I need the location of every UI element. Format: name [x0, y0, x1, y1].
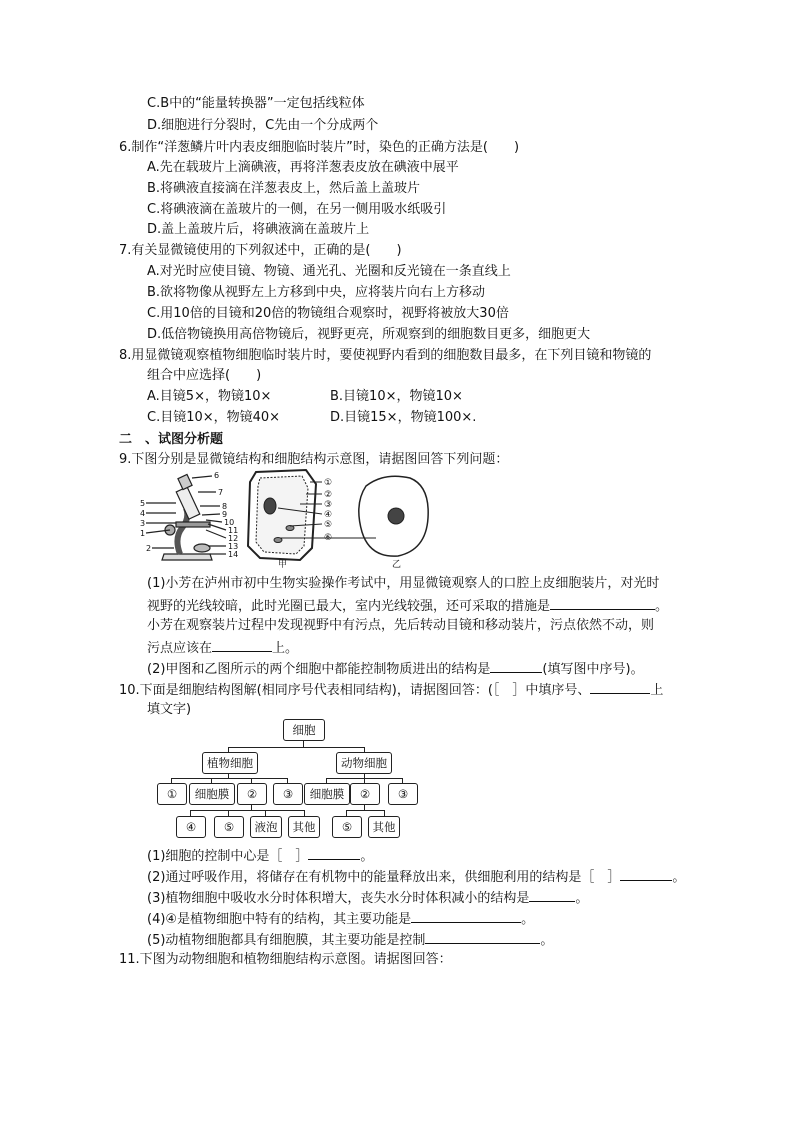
q10-part2-text: (2)通过呼吸作用，将储存在有机物中的能量释放出来，供细胞利用的结构是［ ］	[147, 870, 621, 885]
q10-header-blank	[590, 681, 650, 694]
cell-label-1: ①	[324, 478, 333, 488]
tree-plant-1: ①	[157, 783, 187, 805]
scope-label-10: 10	[224, 518, 235, 527]
option-b-q8: B.目镜10×，物镜10×	[330, 389, 463, 404]
option-c-q5: C.B中的“能量转换器”一定包括线粒体	[147, 96, 365, 111]
q10-part4-text: (4)④是植物细胞中特有的结构，其主要功能是	[147, 912, 412, 927]
q10-part2	[147, 868, 685, 886]
tree-animal-membrane: 细胞膜	[304, 783, 350, 805]
question-6: 6.制作“洋葱鳞片叶内表皮细胞临时装片”时，染色的正确方法是( )	[119, 140, 520, 155]
q10-part1-end: 。	[360, 849, 374, 864]
q10-blank-4[interactable]	[411, 910, 521, 923]
option-b-q7: B.欲将物像从视野左上方移到中央，应将装片向右上方移动	[147, 285, 486, 300]
q9-part2	[147, 660, 644, 678]
q10-part4	[147, 910, 534, 928]
question-11: 11.下图为动物细胞和植物细胞结构示意图。请据图回答：	[119, 952, 452, 967]
cell-label-2: ②	[324, 490, 333, 500]
figure-9	[140, 468, 470, 568]
plant-cell-diagram	[248, 470, 376, 560]
scope-label-1a: 1	[140, 529, 146, 538]
option-a-q8: A.目镜5×，物镜10×	[147, 389, 272, 404]
q10-part5	[147, 931, 553, 949]
tree-animal-other: 其他	[368, 816, 400, 838]
option-d-q6: D.盖上盖玻片后，将碘液滴在盖玻片上	[147, 222, 370, 237]
q10-part2-end: 。	[672, 870, 686, 885]
q9-part1-d-end: 上。	[272, 641, 299, 656]
scope-label-7: 7	[218, 488, 224, 497]
scope-label-3: 3	[140, 519, 146, 528]
scope-label-12: 12	[228, 534, 239, 543]
option-b-q6: B.将碘液直接滴在洋葱表皮上，然后盖上盖玻片	[147, 181, 421, 196]
q10-part3-text: (3)植物细胞中吸收水分时体积增大，丧失水分时体积减小的结构是	[147, 891, 530, 906]
section-heading: 二 、试图分析题	[119, 432, 224, 447]
question-9: 9.下图分别是显微镜结构和细胞结构示意图，请据图回答下列问题：	[119, 452, 509, 467]
option-d-q8: D.目镜15×，物镜100×.	[330, 410, 477, 425]
cell-label-4: ④	[324, 510, 333, 520]
option-c-q8: C.目镜10×，物镜40×	[147, 410, 281, 425]
question-8-cont: 组合中应选择( )	[147, 368, 262, 383]
q10-part3-end: 。	[575, 891, 589, 906]
option-a-q6: A.先在载玻片上滴碘液，再将洋葱表皮放在碘液中展平	[147, 160, 459, 175]
q10-part3	[147, 889, 588, 907]
question-10-text: 10.下面是细胞结构图解(相同序号代表相同结构)，请据图回答：(［ ］中填序号、	[119, 683, 591, 698]
tree-animal-3: ③	[388, 783, 418, 805]
scope-label-6: 6	[214, 471, 220, 480]
option-c-q6: C.将碘液滴在盖玻片的一侧，在另一侧用吸水纸吸引	[147, 202, 447, 217]
question-7: 7.有关显微镜使用的下列叙述中，正确的是( )	[119, 243, 402, 258]
q10-blank-2[interactable]	[620, 868, 672, 881]
q10-blank-3[interactable]	[529, 889, 575, 902]
q10-part4-end: 。	[521, 912, 535, 927]
option-d-q5: D.细胞进行分裂时，C先由一个分成两个	[147, 118, 379, 133]
tree-root: 细胞	[283, 719, 325, 741]
scope-label-11: 11	[228, 526, 239, 535]
scope-label-5: 5	[140, 499, 146, 508]
q9-blank-1[interactable]	[550, 597, 655, 610]
q9-part1-c: 小芳在观察装片过程中发现视野中有污点，先后转动目镜和移动装片，污点依然不动，则	[147, 618, 655, 633]
tree-plant-2: ②	[237, 783, 267, 805]
caption-yi: 乙	[392, 560, 402, 568]
q9-blank-3[interactable]	[490, 660, 542, 673]
scope-label-2: 2	[146, 544, 152, 553]
question-8: 8.用显微镜观察植物细胞临时装片时，要使视野内看到的细胞数目最多，在下列目镜和物镜的	[119, 348, 652, 363]
cell-label-3: ③	[324, 500, 333, 510]
option-c-q7: C.用10倍的目镜和20倍的物镜组合观察时，视野将被放大30倍	[147, 306, 509, 321]
q10-blank-5[interactable]	[425, 931, 540, 944]
q9-part2-end: (填写图中序号)。	[542, 662, 644, 677]
q9-blank-2[interactable]	[212, 639, 272, 652]
q9-part1-b-end: 。	[655, 599, 669, 614]
q10-part1-text: (1)细胞的控制中心是［ ］	[147, 849, 309, 864]
question-10-end: 上	[650, 683, 664, 698]
tree-animal-cell: 动物细胞	[336, 752, 392, 774]
cell-label-5: ⑤	[324, 520, 333, 530]
q10-part5-text: (5)动植物细胞都具有细胞膜，其主要功能是控制	[147, 933, 426, 948]
q9-part1-b-text: 视野的光线较暗，此时光圈已最大，室内光线较强，还可采取的措施是	[147, 599, 551, 614]
q9-part2-text: (2)甲图和乙图所示的两个细胞中都能控制物质进出的结构是	[147, 662, 491, 677]
tree-animal-2: ②	[350, 783, 380, 805]
cell-label-6: ⑥	[324, 533, 333, 543]
scope-label-13: 13	[228, 542, 239, 551]
scope-label-14: 14	[228, 550, 239, 559]
option-a-q7: A.对光时应使目镜、物镜、通光孔、光圈和反光镜在一条直线上	[147, 264, 511, 279]
q10-part5-end: 。	[540, 933, 554, 948]
option-d-q7: D.低倍物镜换用高倍物镜后，视野更亮，所观察到的细胞数目更多，细胞更大	[147, 327, 591, 342]
tree-plant-membrane: 细胞膜	[189, 783, 235, 805]
q10-part1	[147, 847, 373, 865]
caption-jia: 甲	[278, 560, 288, 568]
tree-plant-4: ④	[176, 816, 206, 838]
scope-label-8: 8	[222, 502, 228, 511]
animal-cell-diagram	[359, 476, 428, 556]
q9-part1-d	[147, 639, 298, 657]
scope-label-4: 4	[140, 509, 146, 518]
tree-plant-3: ③	[273, 783, 303, 805]
tree-animal-5: ⑤	[332, 816, 362, 838]
q10-blank-1[interactable]	[308, 847, 360, 860]
question-10-cont: 填文字)	[147, 702, 192, 717]
tree-plant-vacuole: 液泡	[250, 816, 282, 838]
scope-label-9: 9	[222, 510, 228, 519]
tree-plant-other: 其他	[288, 816, 320, 838]
microscope-diagram	[146, 474, 226, 560]
q9-part1-b	[147, 597, 668, 615]
question-10	[119, 681, 663, 699]
q9-part1-d-text: 污点应该在	[147, 641, 213, 656]
q9-part1-a: (1)小芳在泸州市初中生物实验操作考试中，用显微镜观察人的口腔上皮细胞装片，对光时	[147, 576, 660, 591]
tree-plant-cell: 植物细胞	[202, 752, 258, 774]
tree-plant-5: ⑤	[214, 816, 244, 838]
